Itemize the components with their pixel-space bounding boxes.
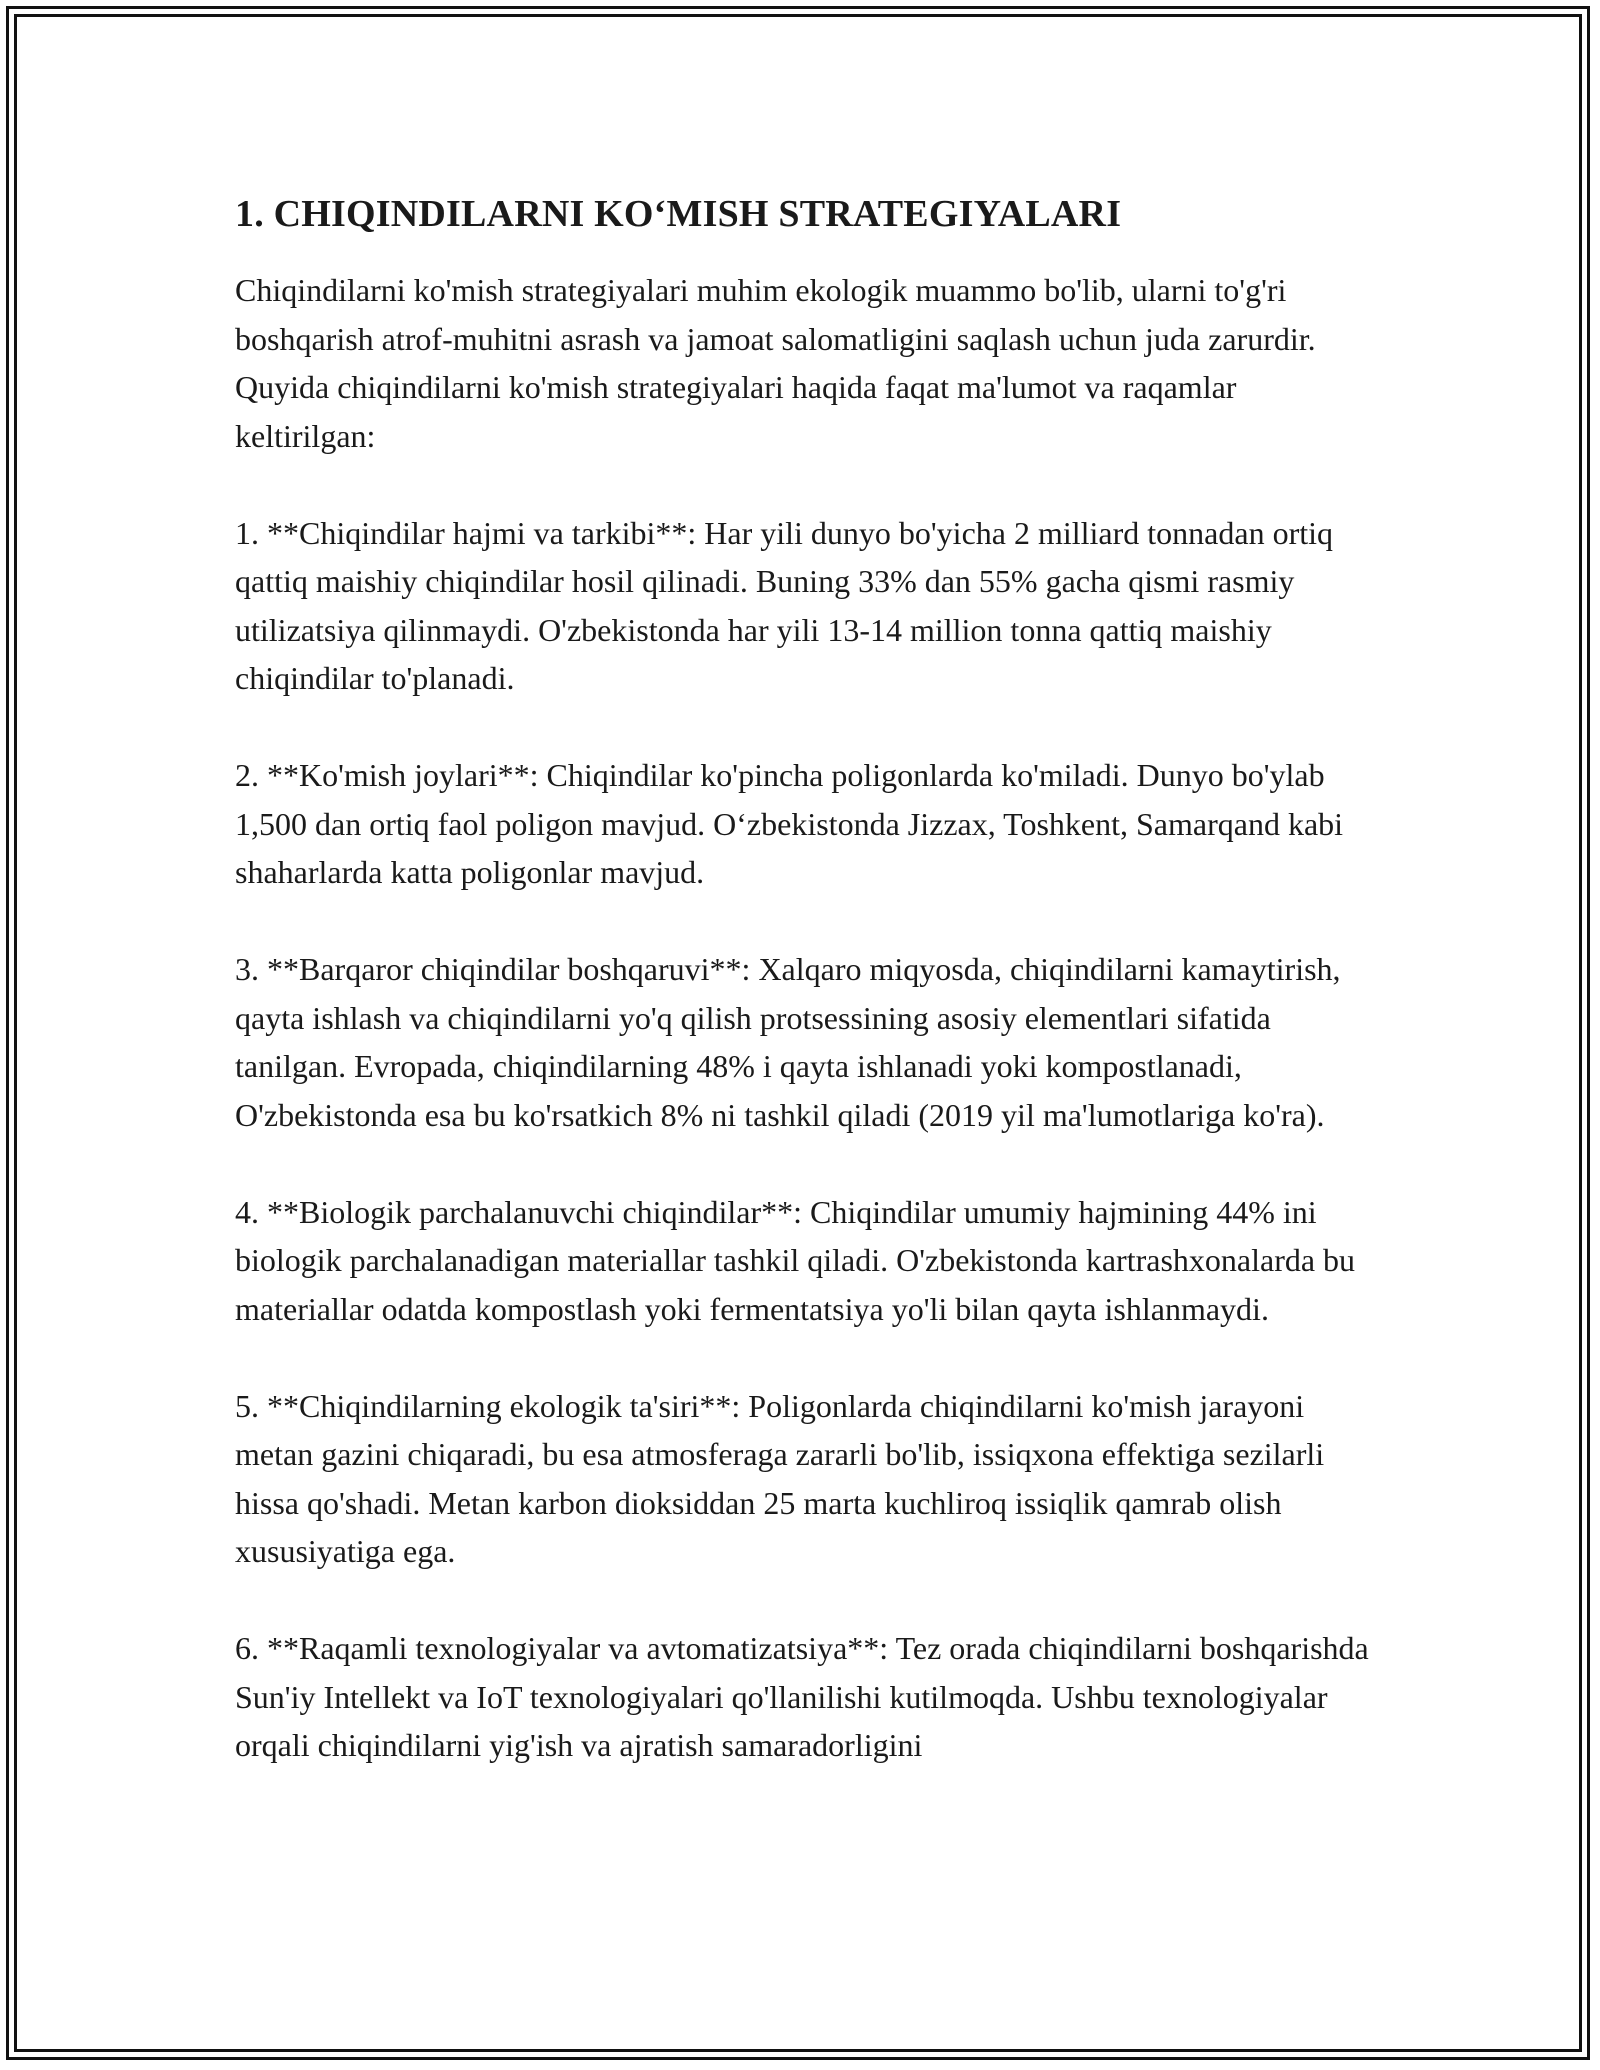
paragraph-intro: Chiqindilarni ko'mish strategiyalari muhim ekologik muammo bo'lib, ularni to'g'ri boshqarish atrof-muhitni asrash va jamoat salomatligini saqlash uchun juda zarurdir. Quyida chiqindilarni ko'mish strategiyalari haqida faqat ma'lumot va raqamlar keltirilgan:	[235, 272, 1316, 454]
paragraph-item-6: 6. **Raqamli texnologiyalar va avtomatizatsiya**: Tez orada chiqindilarni boshqarishda Sun'iy Intellekt va IoT texnologiyalari qo'llanilishi kutilmoqda. Ushbu texnologiyalar orqali chiqindilarni yig'ish va ajratish samaradorligini	[235, 1630, 1369, 1763]
document-body	[235, 190, 1375, 1818]
paragraph-item-1: 1. **Chiqindilar hajmi va tarkibi**: Har yili dunyo bo'yicha 2 milliard tonnadan ortiq qattiq maishiy chiqindilar hosil qilinadi. Buning 33% dan 55% gacha qismi rasmiy utilizatsiya qilinmaydi. O'zbekistonda har yili 13-14 million tonna qattiq maishiy chiqindilar to'planadi.	[235, 514, 1334, 696]
paragraph-item-2: 2. **Ko'mish joylari**: Chiqindilar ko'pincha poligonlarda ko'miladi. Dunyo bo'ylab 1,500 dan ortiq faol poligon mavjud. O‘zbekistonda Jizzax, Toshkent, Samarqand kabi shaharlarda katta poligonlar mavjud.	[235, 757, 1344, 890]
paragraph-item-3: 3. **Barqaror chiqindilar boshqaruvi**: Xalqaro miqyosda, chiqindilarni kamaytirish, qayta ishlash va chiqindilarni yo'q qilish protsessining asosiy elementlari sifatida tanilgan. Evropada, chiqindilarning 48% i qayta ishlanadi yoki kompostlanadi, O'zbekistonda esa bu ko'rsatkich 8% ni tashkil qiladi (2019 yil ma'lumotlariga ko'ra).	[235, 951, 1341, 1133]
document-title: 1. CHIQINDILARNI KO‘MISH STRATEGIYALARI	[235, 193, 1122, 235]
paragraph-item-5: 5. **Chiqindilarning ekologik ta'siri**: Poligonlarda chiqindilarni ko'mish jarayoni metan gazini chiqaradi, bu esa atmosferaga zararli bo'lib, issiqxona effektiga sezilarli hissa qo'shadi. Metan karbon dioksiddan 25 marta kuchliroq issiqlik qamrab olish xususiyatiga ega.	[235, 1387, 1325, 1569]
paragraph-item-4: 4. **Biologik parchalanuvchi chiqindilar**: Chiqindilar umumiy hajmining 44% ini biologik parchalanadigan materiallar tashkil qiladi. O'zbekistonda kartrashxonalarda bu materiallar odatda kompostlash yoki fermentatsiya yo'li bilan qayta ishlanmaydi.	[235, 1193, 1356, 1327]
